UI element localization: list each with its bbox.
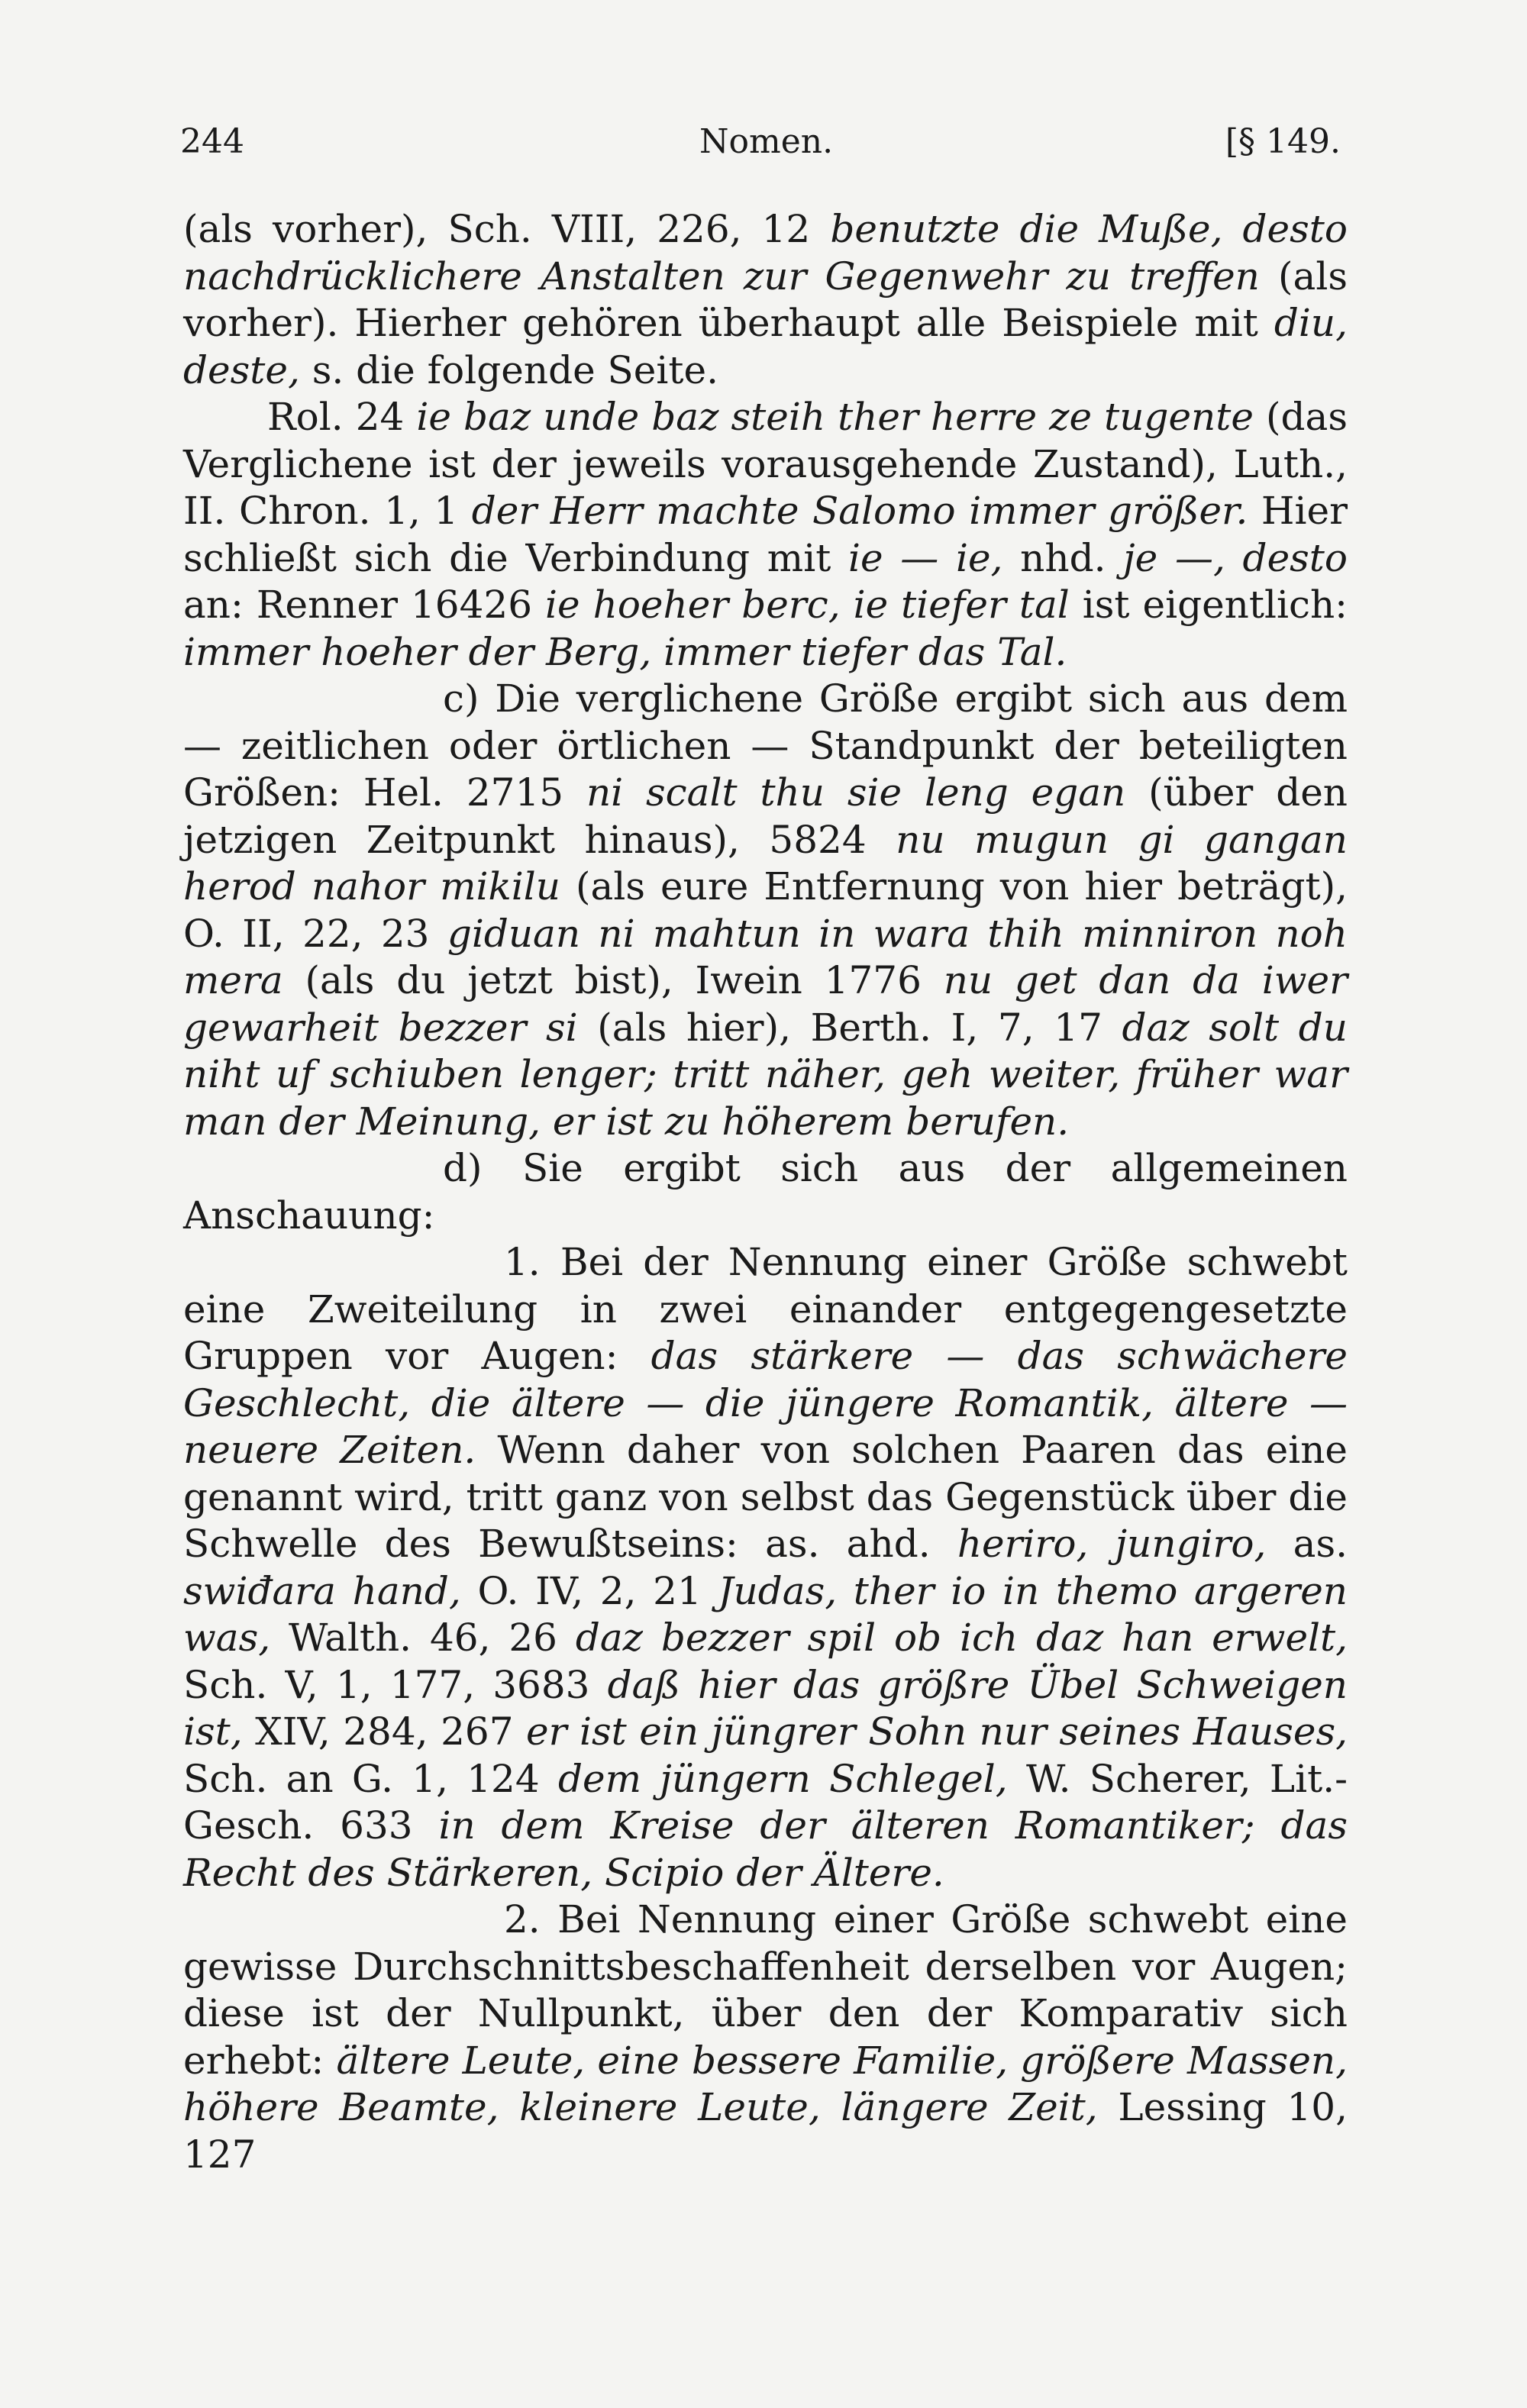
- italic-segment: giduan ni mahtun in wara thih minniron noh mera: [183, 911, 1348, 1002]
- text-segment: Hier schließt sich die Verbindung mit: [183, 489, 1348, 580]
- italic-segment: nu get dan da iwer gewarheit bezzer si: [183, 958, 1348, 1050]
- italic-segment: daz bezzer spil ob ich daz han erwelt,: [575, 1616, 1348, 1660]
- italic-segment: der Herr machte Salomo immer größer.: [471, 489, 1248, 533]
- text-segment: an: Renner 16426: [183, 583, 546, 627]
- italic-segment: swiđara hand,: [183, 1568, 461, 1613]
- text-segment: (als du jetzt bist), Iwein 1776: [282, 958, 944, 1002]
- text-segment: (als eure Entfernung von hier beträgt), O. II, 22, 23: [183, 864, 1348, 956]
- text-segment: s. die folgende Seite.: [299, 347, 718, 392]
- italic-segment: er ist ein jüngrer Sohn nur seines Hauses,: [526, 1709, 1348, 1754]
- text-segment: (als vorher), Sch. VIII, 226, 12: [183, 207, 831, 251]
- italic-segment: ni scalt thu sie leng egan: [586, 770, 1126, 815]
- page-number: 244: [180, 122, 244, 161]
- text-segment: (als hier), Berth. I, 7, 17: [577, 1005, 1122, 1050]
- text-segment: Lessing 10, 127: [183, 2085, 1348, 2177]
- italic-segment: ie hoeher berc, ie tiefer tal: [545, 583, 1070, 627]
- italic-segment: immer hoeher der Berg, immer tiefer das Tal.: [183, 629, 1067, 674]
- italic-segment: ie baz unde baz steih ther herre ze tugente: [416, 395, 1254, 439]
- text-segment: 1. Bei der Nennung einer Größe schwebt eine Zweiteilung in zwei einander entgegengesetzte Gruppen vor Augen:: [183, 1240, 1348, 1378]
- paragraph-c: [183, 676, 1348, 1145]
- text-segment: as.: [1266, 1522, 1348, 1566]
- text-segment: Walth. 46, 26: [270, 1616, 576, 1660]
- italic-segment: ie — ie,: [848, 535, 1003, 580]
- italic-segment: in dem Kreise der älteren Romantiker; das Recht des Stärkeren, Scipio der Ältere.: [183, 1803, 1348, 1895]
- text-segment: c) Die verglichene Größe ergibt sich aus dem — zeitlichen oder örtlichen — Standpunkt der beteiligten Größen: Hel. 2715: [183, 676, 1348, 815]
- paragraph-d-2: [183, 1896, 1348, 2178]
- text-segment: (das Verglichene ist der jeweils vorausgehende Zustand), Luth., II. Chron. 1, 1: [183, 395, 1348, 533]
- text-segment: O. IV, 2, 21: [460, 1568, 718, 1613]
- italic-segment: daß hier das größre Übel Schweigen ist,: [183, 1662, 1348, 1754]
- italic-segment: das stärkere — das schwächere Geschlecht, die ältere — die jüngere Romantik, ältere — neuere Zeiten.: [183, 1334, 1348, 1472]
- page-header: [180, 122, 1341, 176]
- text-segment: W. Scherer, Lit.-Gesch. 633: [183, 1756, 1348, 1848]
- text-segment: 2. Bei Nennung einer Größe schwebt eine gewisse Durchschnittsbeschaffenheit derselben vor Augen; diese ist der Nullpunkt, über den der Komparativ sich erhebt:: [183, 1897, 1348, 2083]
- running-title: Nomen.: [699, 122, 834, 161]
- italic-segment: diu, deste,: [183, 301, 1348, 392]
- italic-segment: nu mugun gi gangan herod nahor mikilu: [183, 817, 1348, 909]
- paragraph-d-1: [183, 1239, 1348, 1896]
- text-segment: Wenn daher von solchen Paaren das eine genannt wird, tritt ganz von selbst das Gegenstück über die Schwelle des Bewußtseins: as. ahd.: [183, 1428, 1348, 1566]
- italic-segment: daz solt du niht uf schiuben lenger; tritt näher, geh weiter, früher war man der Meinung, er ist zu höherem berufen.: [183, 1005, 1348, 1144]
- italic-segment: je —, desto: [1123, 535, 1348, 580]
- text-segment: nhd.: [1002, 535, 1124, 580]
- paragraph-rol: [183, 394, 1348, 676]
- text-segment: Sch. V, 1, 177, 3683: [183, 1662, 608, 1707]
- body-text: [183, 206, 1348, 2178]
- paragraph-d: [183, 1145, 1348, 1239]
- section-number: [§ 149.: [1225, 122, 1341, 161]
- text-segment: ist eigentlich:: [1069, 583, 1348, 627]
- text-segment: d) Sie ergibt sich aus der allgemeinen Anschauung:: [183, 1146, 1348, 1238]
- text-segment: Sch. an G. 1, 124: [183, 1756, 558, 1801]
- text-segment: XIV, 284, 267: [242, 1709, 527, 1754]
- italic-segment: dem jüngern Schlegel,: [557, 1756, 1008, 1801]
- italic-segment: heriro, jungiro,: [957, 1522, 1267, 1566]
- italic-segment: benutzte die Muße, desto nachdrücklichere Anstalten zur Gegenwehr zu treffen: [183, 207, 1348, 299]
- italic-segment: Judas, ther io in themo argeren was,: [183, 1568, 1348, 1660]
- paragraph-continuation: [183, 206, 1348, 394]
- text-segment: (als vorher). Hierher gehören überhaupt alle Beispiele mit: [183, 253, 1348, 345]
- text-segment: Rol. 24: [267, 395, 417, 439]
- text-segment: (über den jetzigen Zeitpunkt hinaus), 5824: [183, 770, 1348, 862]
- italic-segment: ältere Leute, eine bessere Familie, größere Massen, höhere Beamte, kleinere Leute, längere Zeit,: [183, 2038, 1348, 2129]
